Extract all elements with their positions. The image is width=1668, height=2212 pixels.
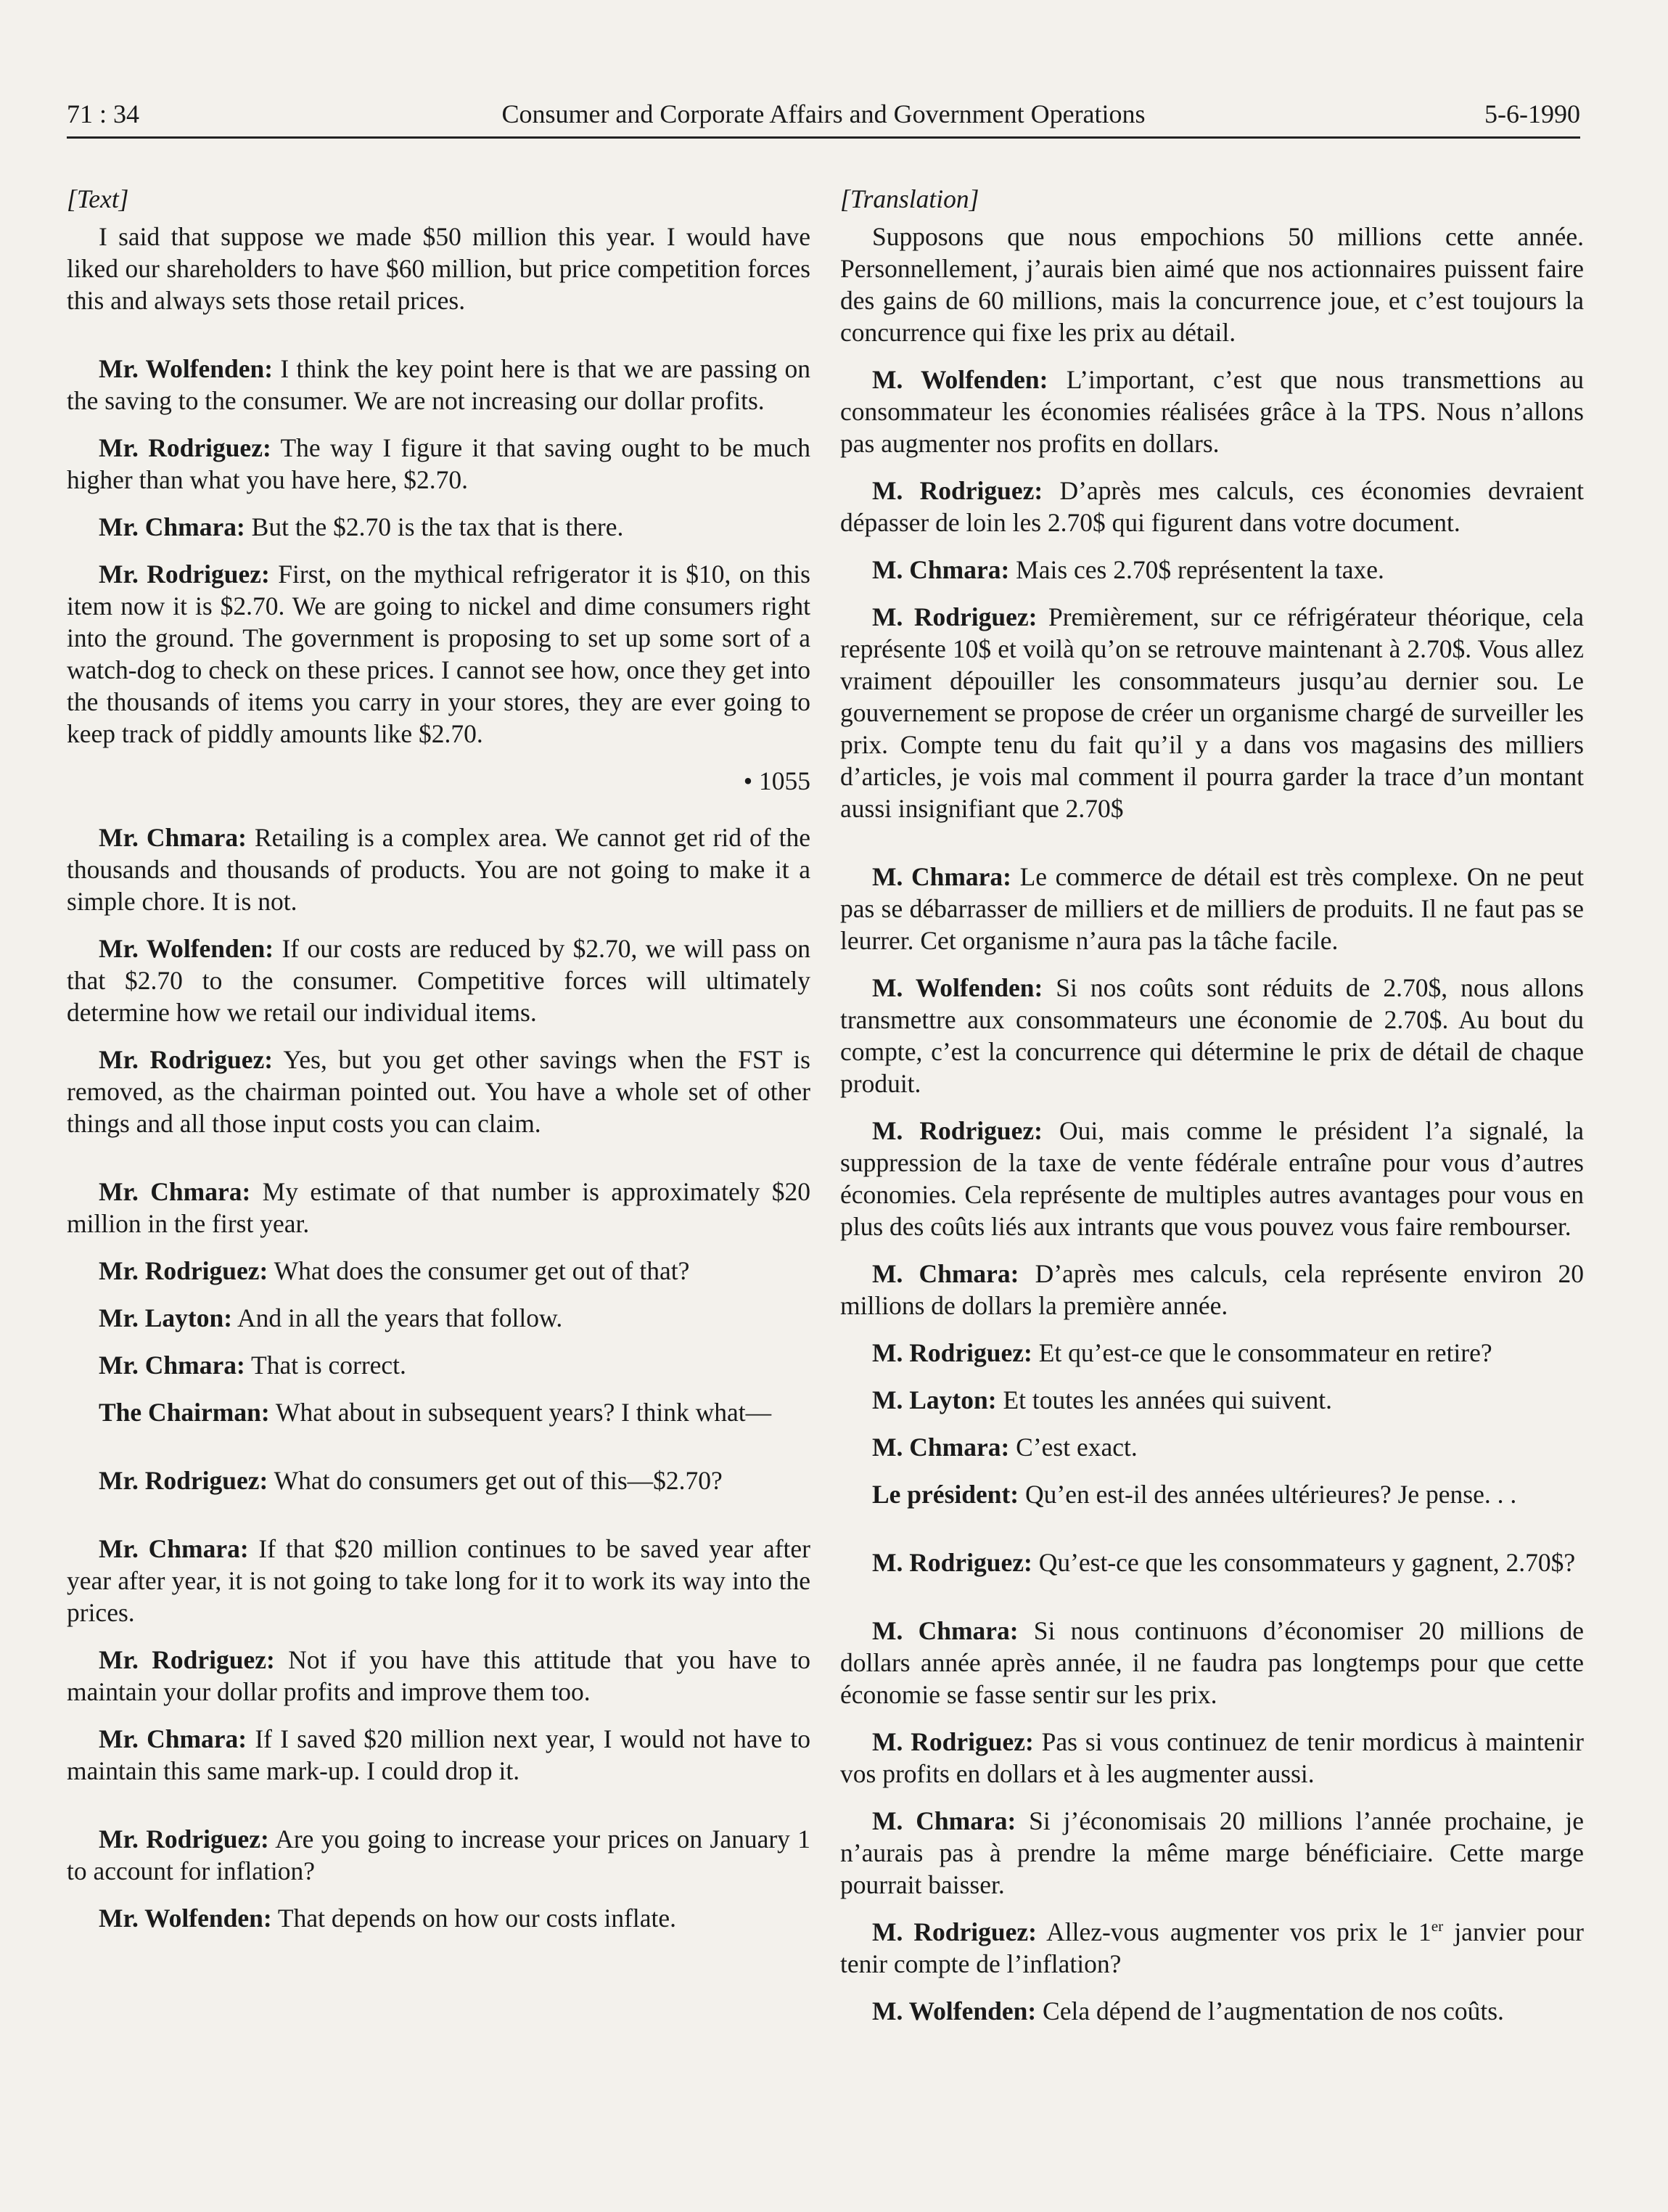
speaker-name: M. Chmara: — [872, 1259, 1019, 1288]
speech-text: Cela dépend de l’augmentation de nos coûts. — [1036, 1996, 1504, 2025]
speech-text: Allez-vous augmenter vos prix le 1 — [1037, 1917, 1431, 1946]
page-number: 71 : 34 — [67, 99, 140, 128]
speech-paragraph — [67, 221, 810, 316]
speech-paragraph — [67, 1465, 810, 1496]
speech-text-continued: janvier pour tenir compte de l’inflation? — [840, 1917, 1584, 1978]
speech-text: If I saved $20 million next year, I would not have to maintain this same mark-up. I could drop it. — [67, 1724, 810, 1785]
speech-paragraph — [67, 1255, 810, 1287]
speaker-name: Mr. Wolfenden: — [99, 934, 274, 963]
speech-paragraph — [840, 475, 1584, 538]
speech-text: Pas si vous continuez de tenir mordicus à maintenir vos profits en dollars et à les augmenter aussi. — [840, 1727, 1584, 1788]
speaker-name: Mr. Layton: — [99, 1303, 233, 1332]
speech-paragraph — [840, 221, 1584, 348]
speech-paragraph — [840, 1615, 1584, 1711]
speech-text: What do consumers get out of this—$2.70? — [268, 1466, 723, 1495]
speaker-name: Mr. Chmara: — [99, 823, 247, 852]
english-paragraphs — [67, 221, 810, 1934]
speaker-name: Le président: — [872, 1480, 1019, 1509]
speaker-name: M. Rodriguez: — [872, 1338, 1032, 1367]
speech-paragraph — [840, 1805, 1584, 1901]
speech-text: If that $20 million continues to be saved year after year after year, it is not going to take long for it to work its way into the prices. — [67, 1534, 810, 1627]
speech-text: C’est exact. — [1009, 1433, 1138, 1462]
speech-paragraph — [840, 1115, 1584, 1242]
speaker-name: Mr. Chmara: — [99, 1177, 251, 1206]
speech-paragraph — [840, 364, 1584, 459]
speaker-name: M. Wolfenden: — [872, 973, 1043, 1002]
speech-text: What about in subsequent years? I think what— — [269, 1398, 772, 1427]
speaker-name: Mr. Rodriguez: — [99, 560, 270, 589]
page-date: 5-6-1990 — [1484, 99, 1580, 128]
speaker-name: M. Chmara: — [872, 1806, 1016, 1835]
speech-text: Premièrement, sur ce réfrigérateur théorique, cela représente 10$ et voilà qu’on se retrouve maintenant à 2.70$. Vous allez vraiment dépouiller les consommateurs jusqu’au dernier sou. Le gouvernement se propose de créer un organisme chargé de surveiller les prix. Compte tenu du fait qu’il y a dans vos magasins des milliers d’articles, je vois mal comment il pourra garder la trace d’un montant aussi insignifiant que 2.70$ — [840, 602, 1584, 823]
speech-paragraph — [840, 1916, 1584, 1980]
speaker-name: Mr. Rodriguez: — [99, 1824, 269, 1853]
speech-text: Yes, but you get other savings when the FST is removed, as the chairman pointed out. You have a whole set of other things and all those input costs you can claim. — [67, 1045, 810, 1138]
speech-text: Le commerce de détail est très complexe. On ne peut pas se débarrasser de milliers et de milliers de produits. Il ne faut pas se leurrer. Cet organisme n’aura pas la tâche facile. — [840, 862, 1584, 955]
speaker-name: Mr. Chmara: — [99, 1724, 247, 1753]
french-paragraphs — [840, 221, 1584, 2027]
speaker-name: Mr. Chmara: — [99, 1534, 249, 1563]
speaker-name: Mr. Chmara: — [99, 1351, 245, 1380]
speech-paragraph — [840, 1547, 1584, 1578]
speech-text: Et toutes les années qui suivent. — [996, 1385, 1332, 1414]
speech-text: That is correct. — [245, 1351, 406, 1380]
speech-text: Qu’est-ce que les consommateurs y gagnent, 2.70$? — [1032, 1548, 1576, 1577]
speech-text: D’après mes calculs, cela représente environ 20 millions de dollars la première année. — [840, 1259, 1584, 1320]
speech-paragraph — [840, 1431, 1584, 1463]
speech-paragraph — [67, 1723, 810, 1787]
speaker-name: The Chairman: — [99, 1398, 270, 1427]
speaker-name: M. Rodriguez: — [872, 476, 1043, 505]
speaker-name: M. Rodriguez: — [872, 1548, 1032, 1577]
speech-paragraph — [840, 1726, 1584, 1790]
english-label: [Text] — [67, 184, 129, 213]
speaker-name: M. Wolfenden: — [872, 365, 1048, 394]
speaker-name: M. Layton: — [872, 1385, 997, 1414]
speech-text: L’important, c’est que nous transmettions au consommateur les économies réalisées grâce à la TPS. Nous n’allons pas augmenter nos profits en dollars. — [840, 365, 1584, 458]
speaker-name: M. Wolfenden: — [872, 1996, 1037, 2025]
speech-text: Not if you have this attitude that you have to maintain your dollar profits and improve them too. — [67, 1645, 810, 1706]
speech-paragraph — [67, 1176, 810, 1240]
speaker-name: M. Rodriguez: — [872, 602, 1038, 631]
speaker-name: Mr. Rodriguez: — [99, 1466, 268, 1495]
speech-text: Qu’en est-il des années ultérieures? Je pense. . . — [1019, 1480, 1517, 1509]
speech-text: Si j’économisais 20 millions l’année prochaine, je n’aurais pas à prendre la même marge bénéficiaire. Cette marge pourrait baisser. — [840, 1806, 1584, 1899]
speaker-name: Mr. Rodriguez: — [99, 1045, 274, 1074]
speech-paragraph — [67, 933, 810, 1028]
speaker-name: Mr. Rodriguez: — [99, 1645, 275, 1674]
speech-text: D’après mes calculs, ces économies devraient dépasser de loin les 2.70$ qui figurent dans votre document. — [840, 476, 1585, 537]
running-title: Consumer and Corporate Affairs and Government Operations — [501, 99, 1146, 128]
speech-paragraph — [67, 558, 810, 750]
speech-paragraph — [840, 601, 1584, 824]
speaker-name: M. Chmara: — [872, 1616, 1019, 1645]
speech-paragraph — [840, 861, 1584, 957]
speech-paragraph — [67, 1044, 810, 1139]
english-column — [67, 183, 810, 1949]
speech-paragraph — [67, 1396, 810, 1428]
speech-paragraph — [67, 1644, 810, 1708]
speech-paragraph — [840, 1258, 1584, 1322]
speech-paragraph — [67, 1533, 810, 1629]
speech-text: That depends on how our costs inflate. — [271, 1904, 677, 1933]
speech-paragraph — [840, 1478, 1584, 1510]
speaker-name: Mr. Chmara: — [99, 512, 245, 541]
speech-paragraph — [67, 1902, 810, 1934]
speech-paragraph — [67, 511, 810, 543]
french-column — [840, 183, 1584, 2042]
speech-text: And in all the years that follow. — [232, 1303, 563, 1332]
speaker-name: Mr. Wolfenden: — [99, 354, 274, 383]
speech-paragraph — [67, 353, 810, 417]
speaker-name: Mr. Wolfenden: — [99, 1904, 272, 1933]
speaker-name: M. Rodriguez: — [872, 1917, 1037, 1946]
speech-paragraph — [67, 1823, 810, 1887]
speech-text: I think the key point here is that we are passing on the saving to the consumer. We are not increasing our dollar profits. — [67, 354, 811, 415]
speech-paragraph — [67, 432, 810, 496]
speech-paragraph — [840, 1995, 1584, 2027]
speech-paragraph — [67, 822, 810, 917]
speech-paragraph — [67, 1349, 810, 1381]
speaker-name: M. Chmara: — [872, 1433, 1010, 1462]
speaker-name: Mr. Rodriguez: — [99, 1256, 268, 1285]
speech-text: But the $2.70 is the tax that is there. — [245, 512, 624, 541]
speaker-name: M. Rodriguez: — [872, 1116, 1043, 1145]
speech-paragraph — [840, 972, 1584, 1099]
superscript: er — [1431, 1917, 1444, 1936]
time-marker: • 1055 — [743, 766, 810, 795]
speech-text: What does the consumer get out of that? — [268, 1256, 690, 1285]
speech-paragraph — [840, 1384, 1584, 1416]
speech-text: I said that suppose we made $50 million this year. I would have liked our shareholders to have $60 million, but price competition forces this and always sets those retail prices. — [67, 222, 810, 315]
speech-text: If our costs are reduced by $2.70, we will pass on that $2.70 to the consumer. Competitive forces will ultimately determine how we retail our individual items. — [67, 934, 810, 1027]
speech-text: Et qu’est-ce que le consommateur en retire? — [1032, 1338, 1492, 1367]
speech-text: My estimate of that number is approximately $20 million in the first year. — [67, 1177, 810, 1238]
speech-text: Supposons que nous empochions 50 millions cette année. Personnellement, j’aurais bien aimé que nos actionnaires puissent faire des gains de 60 millions, mais la concurrence joue, et c’est toujours la concurrence qui fixe les prix au détail. — [840, 222, 1584, 347]
speech-text: Are you going to increase your prices on January 1 to account for inflation? — [67, 1824, 810, 1885]
speaker-name: M. Chmara: — [872, 862, 1011, 891]
french-label: [Translation] — [840, 184, 979, 213]
speaker-name: M. Rodriguez: — [872, 1727, 1034, 1756]
speaker-name: M. Chmara: — [872, 555, 1010, 584]
speech-text: First, on the mythical refrigerator it is $10, on this item now it is $2.70. We are going to nickel and dime consumers right into the ground. The government is proposing to set up some sort of a watch-dog to check on these prices. I cannot see how, once they get into the thousands of items you carry in your stores, they are ever going to keep track of piddly amounts like $2.70. — [67, 560, 810, 748]
speech-text: The way I figure it that saving ought to be much higher than what you have here, $2.70. — [67, 433, 810, 494]
page-header — [67, 91, 1580, 139]
speaker-name: Mr. Rodriguez: — [99, 433, 271, 462]
speech-paragraph — [67, 1302, 810, 1334]
speech-text: Mais ces 2.70$ représentent la taxe. — [1009, 555, 1384, 584]
speech-text: Si nos coûts sont réduits de 2.70$, nous allons transmettre aux consommateurs une économie de 2.70$. Au bout du compte, c’est la concurrence qui détermine le prix de détail de chaque produit. — [840, 973, 1584, 1098]
speech-text: Si nous continuons d’économiser 20 millions de dollars année après année, il ne faudra pas longtemps pour que cette économie se fasse sentir sur les prix. — [840, 1616, 1584, 1709]
speech-paragraph — [840, 1337, 1584, 1369]
speech-text: Retailing is a complex area. We cannot get rid of the thousands and thousands of products. You are not going to make it a simple chore. It is not. — [67, 823, 810, 916]
speech-text: Oui, mais comme le président l’a signalé, la suppression de la taxe de vente fédérale entraîne pour vous d’autres économies. Cela représente de multiples autres avantages pour vous en plus des coûts liés aux intrants que vous pouvez vous faire rembourser. — [840, 1116, 1584, 1241]
speech-paragraph — [840, 554, 1584, 586]
